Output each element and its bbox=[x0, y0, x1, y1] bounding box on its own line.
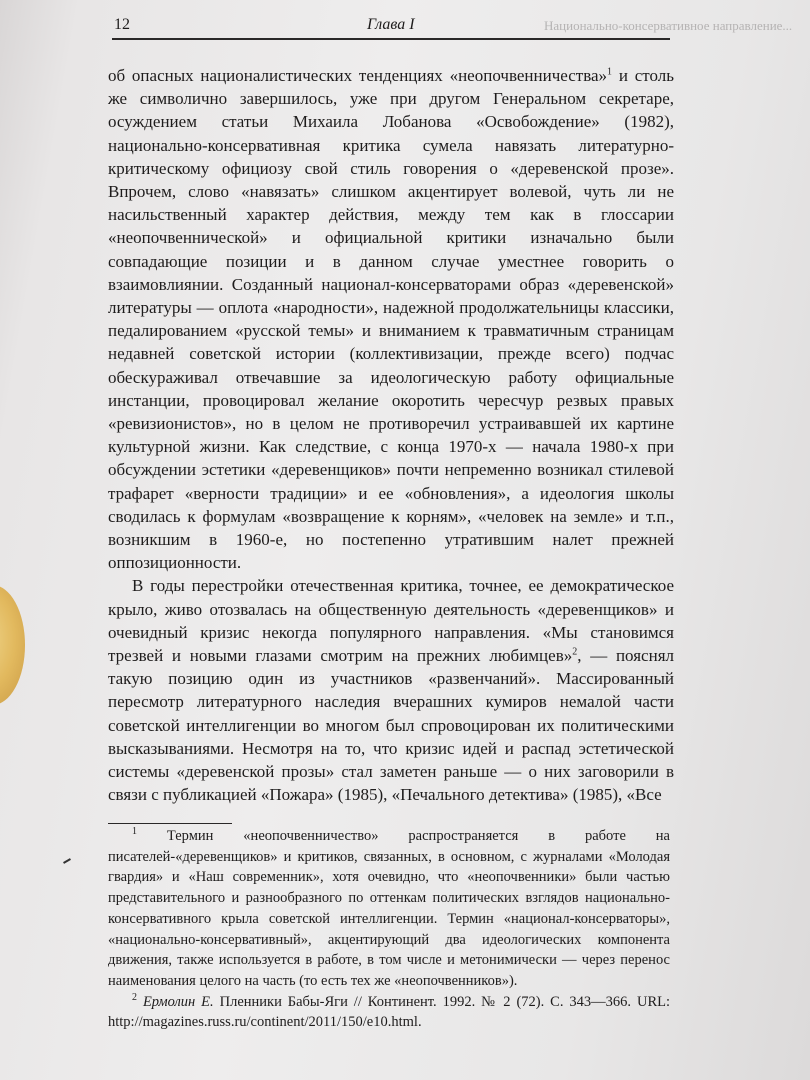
footnote-ref-2: 2 bbox=[572, 646, 578, 658]
footnote-2-author: Ермолин Е. bbox=[142, 993, 214, 1010]
paragraph-1-start: об опасных националистических тенденциях «неопочвенничества» bbox=[108, 66, 608, 85]
footnote-1 bbox=[108, 826, 670, 992]
chapter-title: Глава I bbox=[367, 16, 415, 33]
footnote-2-number: 2 bbox=[132, 991, 137, 1003]
paragraph-2 bbox=[108, 574, 674, 806]
paragraph-2-rest: , — пояснял такую позицию один из участников «развенчаний». Массированный пересмотр литературного наследия вчерашних кумиров немалой части советской интеллигенции во многом был спровоцирован их политическими высказываниями. Несмотря на то, что кризис идей и распад эстетической системы «деревенской прозы» стал заметен раньше — о них заговорили в связи с публикацией «Пожара» (1985), «Печального детектива» (1985), «Все bbox=[108, 646, 674, 805]
footnote-1-text: Термин «неопочвенничество» распространяется в работе на писателей-«деревенщиков» и критиков, связанных, в основном, с журналами «Молодая гвардия» и «Наш современник», хотя очевидно, что «неопочвенники» были частью представительного и разнообразного по оттенкам политических взглядов национально-консервативного крыла советской интеллигенции. Термин «национал-консерваторы», «национально-консервативный», акцентирующий два идеологических компонента движения, также используется в работе, в том числе и метонимически — через перенос наименования целого на часть (то есть тех же «неопочвенников»). bbox=[108, 828, 670, 989]
running-header bbox=[112, 14, 793, 40]
main-text bbox=[108, 64, 674, 807]
footnote-1-number: 1 bbox=[132, 826, 137, 838]
show-through-text: Национально-консервативное направление... bbox=[544, 18, 793, 33]
footnote-divider bbox=[108, 823, 232, 824]
footnote-2-text: Пленники Бабы-Яги // Континент. 1992. № 2 (72). С. 343—366. URL: http://magazines.russ.ru/continent/2011/150/e10.html. bbox=[108, 993, 671, 1031]
footnote-ref-1: 1 bbox=[607, 66, 613, 78]
footnote-2 bbox=[108, 992, 670, 1033]
page-number: 12 bbox=[114, 16, 130, 33]
paragraph-2-start: В годы перестройки отечественная критика, точнее, ее демократическое крыло, живо отозвалась на общественную деятельность «деревенщиков» и очевидный кризис некогда популярного направления. «Мы становимся трезвей и новыми глазами смотрим на прежних любимцев» bbox=[108, 576, 674, 666]
footnotes bbox=[108, 826, 670, 1033]
paragraph-1-rest: и столь же символично завершилось, уже при другом Генеральном секретаре, осуждением статьи Михаила Лобанова «Освобождение» (1982), национально-консервативная критика сумела навязать литературно-критическому официозу свой стиль говорения о «деревенской прозе». Впрочем, слово «навязать» слишком акцентирует волевой, чуть ли не насильственный характер действия, между тем как в глоссарии «неопочвеннической» и официальной критики изначально были совпадающие позиции и в данном случае уместнее говорить о взаимовлиянии. Созданный национал-консерваторами образ «деревенской» литературы — оплота «народности», надежной продолжательницы классики, педалированием «русской темы» и вниманием к травматичным страницам недавней советской истории (коллективизации, прежде всего) подчас обескураживал отвечавшие за идеологическую работу официальные инстанции, провоцировал желание окоротить чересчур резвых правых «ревизионистов», но в целом не противоречил устраивавшей их картине культурной жизни. Как следствие, с конца 1970-х — начала 1980-х при обсуждении эстетики «деревенщиков» почти непременно возникал стилевой трафарет «верности традиции» и ее «обновления», а идеология школы сводилась к формулам «возвращение к корням», «человек на земле» и т.п., возникшим в 1960-е, но постепенно утратившим налет прежней оппозиционности. bbox=[108, 66, 674, 573]
paragraph-1 bbox=[108, 64, 674, 574]
